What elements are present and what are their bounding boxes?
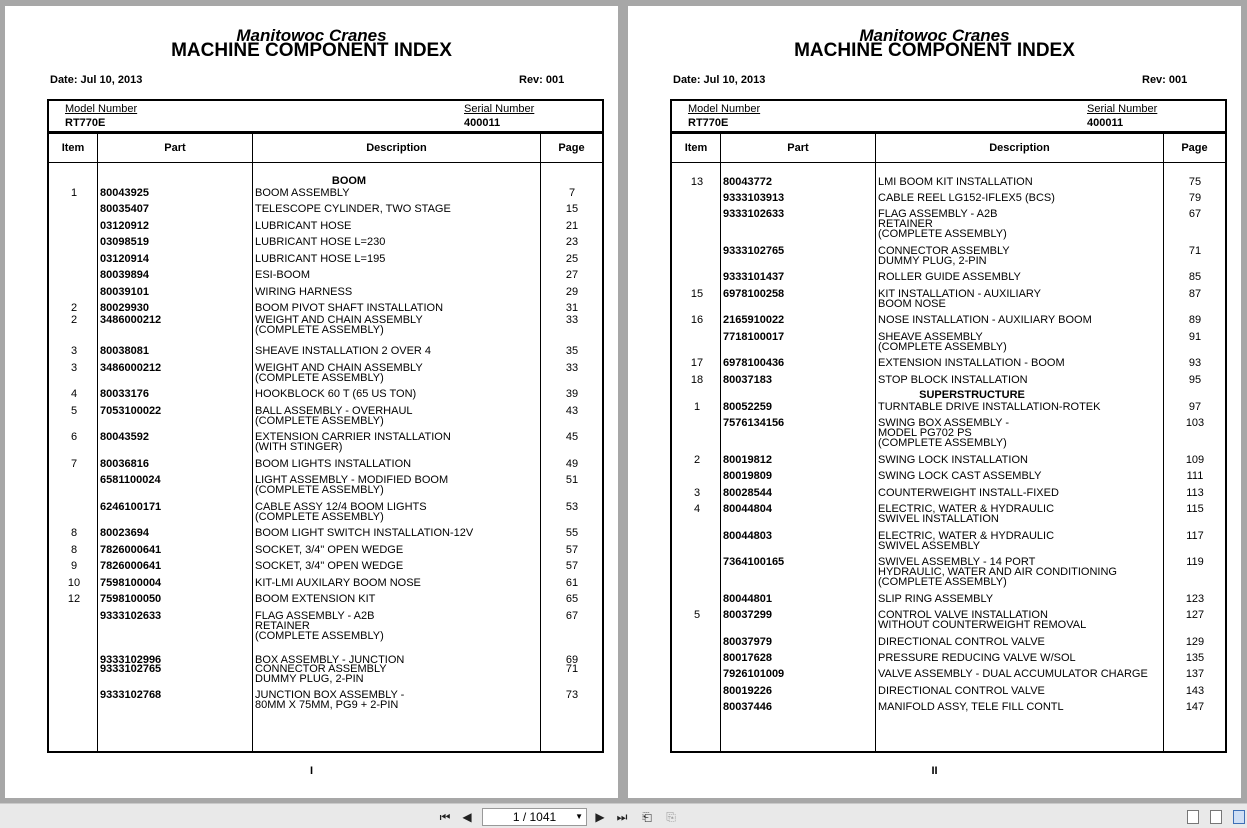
part-number-cell: 6978100258 (723, 288, 785, 300)
page-number: II (931, 765, 938, 777)
page-cell: 95 (1188, 374, 1202, 386)
description-cell: KIT INSTALLATION - AUXILIARY BOOM NOSE (878, 288, 1042, 310)
description-cell: SHEAVE ASSEMBLY (COMPLETE ASSEMBLY) (878, 331, 1007, 353)
section-heading: SUPERSTRUCTURE (919, 389, 1025, 401)
page-cell: 123 (1185, 593, 1205, 605)
section-heading: BOOM (331, 175, 367, 187)
page-cell: 69 (565, 654, 579, 666)
item-cell: 2 (70, 314, 78, 326)
description-cell: ELECTRIC, WATER & HYDRAULIC SWIVEL INSTALLATION (878, 503, 1055, 525)
part-number-cell: 03120914 (100, 253, 149, 265)
serial-number-value: 400011 (464, 117, 501, 129)
page-cell: 55 (565, 527, 579, 539)
description-cell: WIRING HARNESS (255, 286, 353, 298)
part-number-cell: 80037183 (723, 374, 772, 386)
serial-number-label: Serial Number (1087, 103, 1158, 115)
part-number-cell: 7826000641 (100, 560, 162, 572)
page-cell: 23 (565, 236, 579, 248)
serial-number-value: 400011 (1087, 117, 1124, 129)
part-number-cell: 80043925 (100, 187, 149, 199)
column-divider (720, 134, 721, 751)
column-divider (540, 134, 541, 751)
description-cell: CONNECTOR ASSEMBLY DUMMY PLUG, 2-PIN (878, 245, 1010, 267)
item-cell: 17 (690, 357, 704, 369)
page-number-input[interactable] (482, 808, 587, 826)
company-name: Manitowoc Cranes (859, 26, 1010, 45)
description-cell: ESI-BOOM (255, 269, 311, 281)
item-cell: 3 (70, 362, 78, 374)
page-cell: 15 (565, 203, 579, 215)
column-divider (1163, 134, 1164, 751)
serial-number-label: Serial Number (464, 103, 535, 115)
description-cell: SOCKET, 3/4" OPEN WEDGE (255, 544, 404, 556)
page-cell: 39 (565, 388, 579, 400)
page-cell: 137 (1185, 668, 1205, 680)
description-cell: LIGHT ASSEMBLY - MODIFIED BOOM (COMPLETE ASSEMBLY) (255, 474, 449, 496)
item-cell: 5 (70, 405, 78, 417)
description-cell: BOOM PIVOT SHAFT INSTALLATION (255, 302, 444, 314)
part-number-cell: 80043772 (723, 176, 772, 188)
column-header-item: Item (61, 142, 85, 154)
part-number-cell: 80023694 (100, 527, 149, 539)
page-cell: 35 (565, 345, 579, 357)
facing-view-icon[interactable] (1233, 810, 1245, 824)
page-cell: 91 (1188, 331, 1202, 343)
part-number-cell: 80035407 (100, 203, 149, 215)
page-cell: 65 (565, 593, 579, 605)
header-divider (49, 162, 602, 163)
item-cell: 5 (693, 609, 701, 621)
part-number-cell: 3486000212 (100, 314, 162, 326)
description-cell: CONNECTOR ASSEMBLY DUMMY PLUG, 2-PIN (255, 663, 387, 685)
part-number-cell: 7718100017 (723, 331, 785, 343)
description-cell: STOP BLOCK INSTALLATION (878, 374, 1028, 386)
item-cell: 13 (690, 176, 704, 188)
model-number-label: Model Number (65, 103, 138, 115)
part-number-cell: 80028544 (723, 487, 772, 499)
part-number-cell: 9333102633 (100, 610, 162, 622)
page-cell: 27 (565, 269, 579, 281)
history-forward-icon[interactable]: ⎘ (666, 810, 676, 824)
part-number-cell: 80044801 (723, 593, 772, 605)
page-cell: 31 (565, 302, 579, 314)
description-cell: WEIGHT AND CHAIN ASSEMBLY (COMPLETE ASSEMBLY) (255, 362, 423, 384)
description-cell: SWING LOCK CAST ASSEMBLY (878, 470, 1042, 482)
part-number-cell: 7598100004 (100, 577, 162, 589)
page-number: I (309, 765, 314, 777)
item-cell: 4 (693, 503, 701, 515)
page-cell: 57 (565, 560, 579, 572)
column-header-description: Description (366, 142, 427, 154)
item-cell: 1 (693, 401, 701, 413)
item-cell: 15 (690, 288, 704, 300)
page-cell: 61 (565, 577, 579, 589)
description-cell: JUNCTION BOX ASSEMBLY - 80MM X 75MM, PG9 + 2-PIN (255, 689, 405, 711)
item-cell: 12 (67, 593, 81, 605)
part-number-cell: 80037446 (723, 701, 772, 713)
description-cell: COUNTERWEIGHT INSTALL-FIXED (878, 487, 1059, 499)
next-page-icon[interactable]: ▶ (595, 810, 605, 824)
model-serial-box (670, 99, 1227, 133)
part-number-cell: 9333102633 (723, 208, 785, 220)
page-cell: 143 (1185, 685, 1205, 697)
page-cell: 57 (565, 544, 579, 556)
page-cell: 85 (1188, 271, 1202, 283)
date-label: Date: Jul 10, 2013 (50, 74, 143, 86)
part-number-cell: 2165910022 (723, 314, 785, 326)
item-cell: 2 (70, 302, 78, 314)
page-cell: 73 (565, 689, 579, 701)
description-cell: NOSE INSTALLATION - AUXILIARY BOOM (878, 314, 1092, 326)
page-cell: 49 (565, 458, 579, 470)
item-cell: 3 (70, 345, 78, 357)
column-divider (97, 134, 98, 751)
date-label: Date: Jul 10, 2013 (673, 74, 766, 86)
chevron-down-icon[interactable]: ▼ (575, 812, 583, 821)
revision-label: Rev: 001 (519, 74, 565, 86)
description-cell: CABLE REEL LG152-IFLEX5 (BCS) (878, 192, 1055, 204)
part-number-cell: 80019812 (723, 454, 772, 466)
description-cell: PRESSURE REDUCING VALVE W/SOL (878, 652, 1076, 664)
page-cell: 67 (565, 610, 579, 622)
page-cell: 111 (1186, 470, 1204, 482)
model-number-value: RT770E (688, 117, 729, 129)
document-title: MACHINE COMPONENT INDEX (171, 40, 452, 61)
part-number-cell: 6978100436 (723, 357, 785, 369)
part-number-cell: 9333102996 (100, 654, 162, 666)
page-cell: 25 (565, 253, 579, 265)
description-cell: BOOM ASSEMBLY (255, 187, 350, 199)
description-cell: HOOKBLOCK 60 T (65 US TON) (255, 388, 417, 400)
item-cell: 7 (70, 458, 78, 470)
page-cell: 53 (565, 501, 579, 513)
document-page-left (5, 6, 618, 798)
description-cell: WEIGHT AND CHAIN ASSEMBLY (COMPLETE ASSEMBLY) (255, 314, 423, 336)
part-number-cell: 9333102765 (723, 245, 785, 257)
page-cell: 21 (565, 220, 579, 232)
part-number-cell: 80039894 (100, 269, 149, 281)
page-cell: 45 (565, 431, 579, 443)
column-divider (252, 134, 253, 751)
part-number-cell: 80037299 (723, 609, 772, 621)
part-number-cell: 7826000641 (100, 544, 162, 556)
company-name: Manitowoc Cranes (236, 26, 387, 45)
part-number-cell: 80044804 (723, 503, 772, 515)
item-cell: 2 (693, 454, 701, 466)
item-cell: 6 (70, 431, 78, 443)
page-cell: 93 (1188, 357, 1202, 369)
description-cell: TELESCOPE CYLINDER, TWO STAGE (255, 203, 451, 215)
description-cell: VALVE ASSEMBLY - DUAL ACCUMULATOR CHARGE (878, 668, 1148, 680)
description-cell: CABLE ASSY 12/4 BOOM LIGHTS (COMPLETE ASSEMBLY) (255, 501, 427, 523)
page-cell: 119 (1186, 556, 1204, 568)
description-cell: SHEAVE INSTALLATION 2 OVER 4 (255, 345, 432, 357)
page-cell: 147 (1185, 701, 1205, 713)
description-cell: BOOM LIGHT SWITCH INSTALLATION-12V (255, 527, 474, 539)
description-cell: BALL ASSEMBLY - OVERHAUL (COMPLETE ASSEMBLY) (255, 405, 413, 427)
document-page-right (628, 6, 1241, 798)
part-number-cell: 80052259 (723, 401, 772, 413)
page-cell: 51 (565, 474, 579, 486)
part-number-cell: 7926101009 (723, 668, 785, 680)
first-page-icon[interactable]: ⏮ (439, 810, 451, 824)
part-number-cell: 7053100022 (100, 405, 162, 417)
description-cell: SWING LOCK INSTALLATION (878, 454, 1028, 466)
page-cell: 87 (1188, 288, 1202, 300)
page-cell: 33 (565, 362, 579, 374)
item-cell: 8 (70, 527, 78, 539)
part-number-cell: 80038081 (100, 345, 149, 357)
page-cell: 43 (565, 405, 579, 417)
item-cell: 10 (67, 577, 81, 589)
description-cell: DIRECTIONAL CONTROL VALVE (878, 636, 1045, 648)
description-cell: BOOM EXTENSION KIT (255, 593, 376, 605)
page-cell: 7 (568, 187, 576, 199)
description-cell: MANIFOLD ASSY, TELE FILL CONTL (878, 701, 1064, 713)
column-header-page: Page (1181, 142, 1208, 154)
description-cell: BOX ASSEMBLY - JUNCTION (255, 654, 405, 666)
column-divider (875, 134, 876, 751)
model-number-label: Model Number (688, 103, 761, 115)
column-header-item: Item (684, 142, 708, 154)
description-cell: LMI BOOM KIT INSTALLATION (878, 176, 1033, 188)
part-number-cell: 9333102768 (100, 689, 162, 701)
part-number-cell: 7364100165 (723, 556, 785, 568)
part-number-cell: 9333103913 (723, 192, 785, 204)
page-cell: 33 (565, 314, 579, 326)
description-cell: LUBRICANT HOSE L=195 (255, 253, 386, 265)
item-cell: 4 (70, 388, 78, 400)
description-cell: BOOM LIGHTS INSTALLATION (255, 458, 412, 470)
page-cell: 117 (1186, 530, 1204, 542)
description-cell: EXTENSION INSTALLATION - BOOM (878, 357, 1065, 369)
page-number-value: 1 / 1041 (512, 810, 557, 824)
single-page-view-icon[interactable] (1187, 810, 1199, 824)
item-cell: 8 (70, 544, 78, 556)
part-number-cell: 80039101 (100, 286, 149, 298)
page-cell: 89 (1188, 314, 1202, 326)
page-cell: 97 (1188, 401, 1202, 413)
component-table (47, 132, 604, 753)
page-cell: 127 (1185, 609, 1205, 621)
description-cell: KIT-LMI AUXILARY BOOM NOSE (255, 577, 421, 589)
part-number-cell: 80037979 (723, 636, 772, 648)
description-cell: CONTROL VALVE INSTALLATION WITHOUT COUNTERWEIGHT REMOVAL (878, 609, 1087, 631)
part-number-cell: 80043592 (100, 431, 149, 443)
description-cell: LUBRICANT HOSE L=230 (255, 236, 386, 248)
part-number-cell: 3486000212 (100, 362, 162, 374)
part-number-cell: 9333102765 (100, 663, 162, 675)
column-header-description: Description (989, 142, 1050, 154)
description-cell: FLAG ASSEMBLY - A2B RETAINER (COMPLETE ASSEMBLY) (255, 610, 384, 642)
part-number-cell: 80044803 (723, 530, 772, 542)
item-cell: 18 (690, 374, 704, 386)
part-number-cell: 03120912 (100, 220, 149, 232)
description-cell: SWIVEL ASSEMBLY - 14 PORT HYDRAULIC, WATER AND AIR CONDITIONING (COMPLETE ASSEMBLY) (878, 556, 1117, 588)
item-cell: 3 (693, 487, 701, 499)
part-number-cell: 6246100171 (100, 501, 162, 513)
page-cell: 135 (1185, 652, 1205, 664)
description-cell: SLIP RING ASSEMBLY (878, 593, 994, 605)
continuous-view-icon[interactable] (1210, 810, 1222, 824)
part-number-cell: 80029930 (100, 302, 149, 314)
page-cell: 71 (565, 663, 579, 675)
description-cell: FLAG ASSEMBLY - A2B RETAINER (COMPLETE ASSEMBLY) (878, 208, 1007, 240)
description-cell: EXTENSION CARRIER INSTALLATION (WITH STINGER) (255, 431, 451, 453)
description-cell: SWING BOX ASSEMBLY - MODEL PG702 PS (COMPLETE ASSEMBLY) (878, 417, 1010, 449)
page-cell: 113 (1186, 487, 1204, 499)
last-page-icon[interactable]: ⏭ (616, 810, 628, 824)
document-title: MACHINE COMPONENT INDEX (794, 40, 1075, 61)
component-table (670, 132, 1227, 753)
description-cell: ELECTRIC, WATER & HYDRAULIC SWIVEL ASSEMBLY (878, 530, 1055, 552)
part-number-cell: 80017628 (723, 652, 772, 664)
prev-page-icon[interactable]: ◀ (462, 810, 472, 824)
part-number-cell: 7576134156 (723, 417, 785, 429)
page-cell: 129 (1185, 636, 1205, 648)
page-cell: 103 (1185, 417, 1205, 429)
column-header-part: Part (164, 142, 186, 154)
part-number-cell: 80019226 (723, 685, 772, 697)
item-cell: 1 (70, 187, 78, 199)
header-divider (672, 162, 1225, 163)
item-cell: 9 (70, 560, 78, 572)
model-serial-box (47, 99, 604, 133)
history-back-icon[interactable]: ⎗ (642, 810, 652, 824)
page-cell: 29 (565, 286, 579, 298)
item-cell: 16 (690, 314, 704, 326)
revision-label: Rev: 001 (1142, 74, 1188, 86)
page-cell: 71 (1188, 245, 1202, 257)
description-cell: DIRECTIONAL CONTROL VALVE (878, 685, 1045, 697)
part-number-cell: 80036816 (100, 458, 149, 470)
page-cell: 79 (1188, 192, 1202, 204)
page-cell: 75 (1188, 176, 1202, 188)
part-number-cell: 7598100050 (100, 593, 162, 605)
part-number-cell: 03098519 (100, 236, 149, 248)
part-number-cell: 80033176 (100, 388, 149, 400)
viewer-toolbar (0, 803, 1247, 828)
page-cell: 67 (1188, 208, 1202, 220)
description-cell: ROLLER GUIDE ASSEMBLY (878, 271, 1021, 283)
page-cell: 109 (1185, 454, 1205, 466)
description-cell: TURNTABLE DRIVE INSTALLATION-ROTEK (878, 401, 1101, 413)
part-number-cell: 6581100024 (100, 474, 161, 486)
column-header-part: Part (787, 142, 809, 154)
model-number-value: RT770E (65, 117, 106, 129)
description-cell: SOCKET, 3/4" OPEN WEDGE (255, 560, 404, 572)
part-number-cell: 80019809 (723, 470, 772, 482)
page-cell: 115 (1186, 503, 1204, 515)
part-number-cell: 9333101437 (723, 271, 785, 283)
column-header-page: Page (558, 142, 585, 154)
description-cell: LUBRICANT HOSE (255, 220, 352, 232)
